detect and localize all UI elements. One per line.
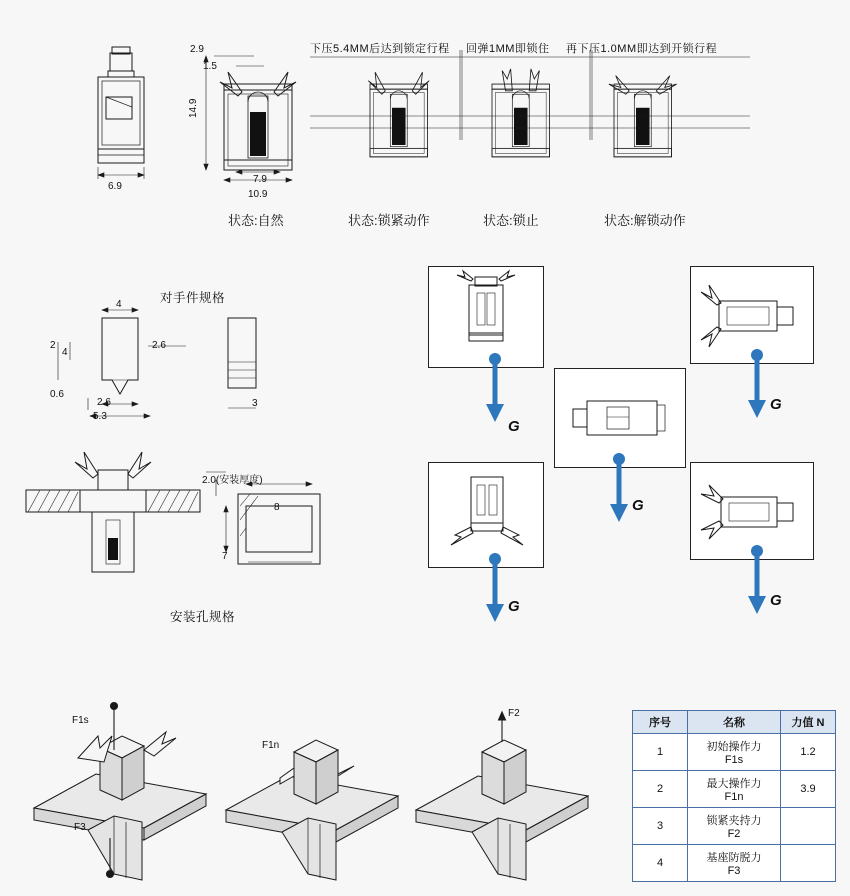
header-value: 力值 N xyxy=(781,711,836,734)
force-label-bottom-right: G xyxy=(770,592,782,609)
table-row xyxy=(633,845,836,882)
mating-part-title: 对手件规格 xyxy=(160,291,226,305)
cell-name-1-line1: 初始操作力 xyxy=(706,741,762,753)
state-label-locked: 状态:锁止 xyxy=(483,213,539,228)
force-arrow-top-right xyxy=(742,348,772,420)
force-mark-f3: F3 xyxy=(74,822,86,833)
force-label-top-left: G xyxy=(508,418,520,435)
header-no: 序号 xyxy=(633,711,688,734)
mounting-hole-drawing xyxy=(20,450,340,610)
cell-no-2: 2 xyxy=(633,771,688,808)
cell-no-3: 3 xyxy=(633,808,688,845)
mounting-hole-title: 安装孔规格 xyxy=(170,610,236,624)
table-row xyxy=(633,734,836,771)
spec-table xyxy=(632,710,836,882)
dimension-6-9: 6.9 xyxy=(108,181,122,192)
cell-name-4-line2: F3 xyxy=(727,865,741,877)
force-mark-f1n: F1n xyxy=(262,740,280,751)
force-arrow-top-left xyxy=(480,352,510,424)
cell-name-2 xyxy=(688,771,781,808)
cell-name-1-line2: F1s xyxy=(724,754,744,766)
cell-name-3-line1: 锁紧夹持力 xyxy=(706,815,762,827)
mating-dim-4-top: 4 xyxy=(116,299,122,310)
cell-name-3 xyxy=(688,808,781,845)
force-arrow-bottom-right xyxy=(742,544,772,616)
hole-dim-7: 7 xyxy=(222,551,228,562)
cell-value-1: 1.2 xyxy=(781,734,836,771)
force-label-bottom-left: G xyxy=(508,598,520,615)
mating-part-drawing xyxy=(40,300,330,430)
mating-dim-5-3: 5.3 xyxy=(93,411,107,422)
hole-dim-thickness: 2.0(安装厚度) xyxy=(202,475,263,486)
force-arrow-middle xyxy=(604,452,634,524)
cell-name-4 xyxy=(688,845,781,882)
cell-name-3-line2: F2 xyxy=(727,828,741,840)
state-label-lock-action: 状态:锁紧动作 xyxy=(348,213,430,228)
dimension-14-9: 14.9 xyxy=(188,98,199,118)
table-row xyxy=(633,771,836,808)
force-arrow-bottom-left xyxy=(480,552,510,624)
cell-name-1 xyxy=(688,734,781,771)
cell-name-2-line1: 最大操作力 xyxy=(706,778,762,790)
dimension-10-9: 10.9 xyxy=(248,189,268,200)
mating-dim-3: 3 xyxy=(252,398,258,409)
annotation-press-1-0mm: 再下压1.0MM即达到开锁行程 xyxy=(566,43,718,55)
dimension-1-5: 1.5 xyxy=(203,61,217,72)
cell-value-2: 3.9 xyxy=(781,771,836,808)
cell-no-1: 1 xyxy=(633,734,688,771)
mating-dim-2-6-bottom: 2.6 xyxy=(97,397,111,408)
header-name: 名称 xyxy=(688,711,781,734)
mating-dim-0-6: 0.6 xyxy=(50,389,64,400)
force-label-middle: G xyxy=(632,497,644,514)
force-mark-f1s: F1s xyxy=(72,715,89,726)
iso-view-f1s xyxy=(18,690,218,875)
state-label-unlock-action: 状态:解锁动作 xyxy=(604,213,686,228)
cell-name-4-line1: 基座防脱力 xyxy=(706,852,762,864)
dimension-2-9: 2.9 xyxy=(190,44,204,55)
annotation-rebound-1mm: 回弹1MM即锁住 xyxy=(466,43,550,55)
table-header-row xyxy=(633,711,836,734)
iso-view-f1n xyxy=(210,700,405,875)
annotation-press-5-4mm: 下压5.4MM后达到锁定行程 xyxy=(310,43,450,55)
mating-dim-4-left: 4 xyxy=(62,347,68,358)
hole-dim-8: 8 xyxy=(274,502,280,513)
force-spec-table xyxy=(632,710,836,882)
table-row xyxy=(633,808,836,845)
cell-value-4 xyxy=(781,845,836,882)
mating-dim-2: 2 xyxy=(50,340,56,351)
dimension-7-9: 7.9 xyxy=(253,174,267,185)
cell-name-2-line2: F1n xyxy=(724,791,744,803)
top-alignment-guides xyxy=(190,40,750,170)
force-mark-f2: F2 xyxy=(508,708,520,719)
state-label-natural: 状态:自然 xyxy=(228,213,284,228)
cell-no-4: 4 xyxy=(633,845,688,882)
top-left-part-view xyxy=(78,45,188,190)
iso-view-f2 xyxy=(398,698,598,876)
force-label-top-right: G xyxy=(770,396,782,413)
cell-value-3 xyxy=(781,808,836,845)
mating-dim-2-6-right: 2.6 xyxy=(152,340,166,351)
